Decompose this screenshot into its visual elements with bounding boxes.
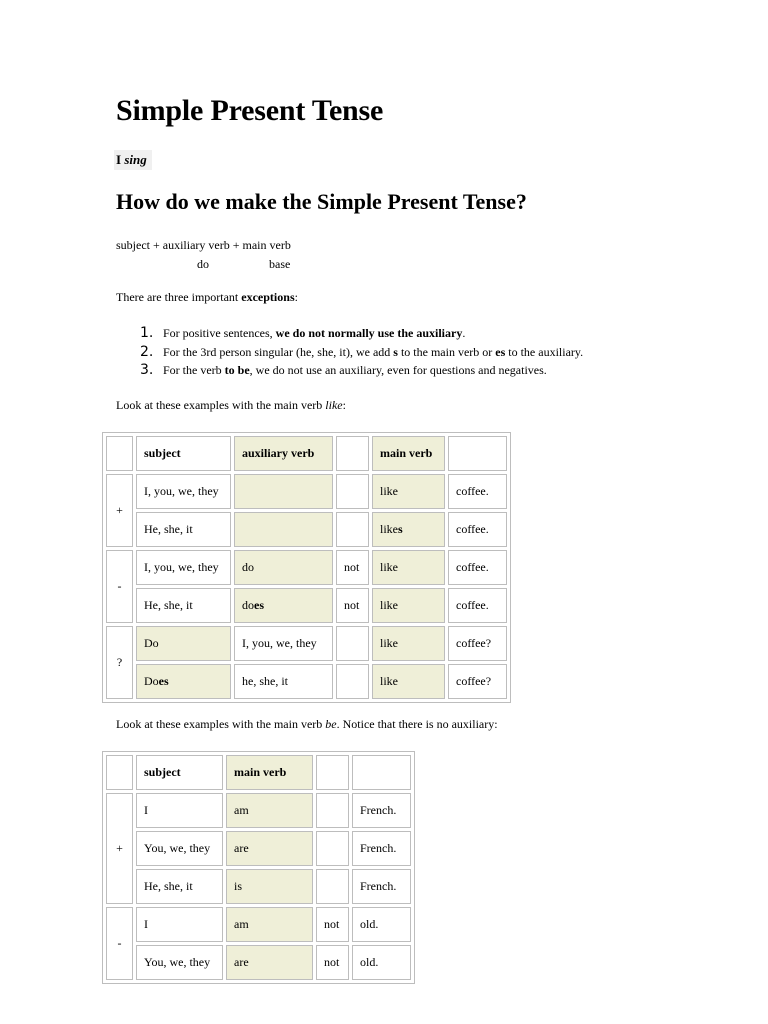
section-heading: How do we make the Simple Present Tense? [116,189,527,214]
table-row: He, she, it is French. [106,869,411,904]
table-row: Does he, she, it like coffee? [106,664,507,699]
header-auxiliary-verb: auxiliary verb [234,436,333,471]
table-row: - I am not old. [106,907,411,942]
exceptions-intro: There are three important exceptions: [116,290,298,304]
exception-item: 3. For the verb to be, we do not use an auxiliary, even for questions and negatives. [140,362,547,378]
table-row: + I am French. [106,793,411,828]
sign-negative: - [106,550,133,623]
structure-formula [116,236,291,274]
exceptions-list [140,324,583,380]
page-title: Simple Present Tense [116,94,384,127]
be-examples-table [102,751,415,984]
table-row: - I, you, we, they do not like coffee. [106,550,507,585]
example-sentence [114,150,152,170]
sign-negative: - [106,907,133,980]
table-row: + I, you, we, they like coffee. [106,474,507,509]
header-main-verb: main verb [372,436,445,471]
sign-question: ? [106,626,133,699]
sign-positive: + [106,793,133,904]
header-subject: subject [136,755,223,790]
example-verb: sing [124,152,147,167]
table-row: ? Do I, you, we, they like coffee? [106,626,507,661]
example-subject: I [116,152,122,167]
table-row: He, she, it likes coffee. [106,512,507,547]
be-intro: Look at these examples with the main verb be. Notice that there is no auxiliary: [116,717,498,731]
table-row: He, she, it does not like coffee. [106,588,507,623]
exception-item: 2. For the 3rd person singular (he, she, it), we add s to the main verb or es to the auxiliary. [140,343,584,360]
header-main-verb: main verb [226,755,313,790]
header-subject: subject [136,436,231,471]
exception-item: 1. For positive sentences, we do not normally use the auxiliary. [140,325,466,341]
formula-line: subject + auxiliary verb + main verb [116,238,291,252]
like-intro: Look at these examples with the main verb like: [116,398,346,412]
table-row: You, we, they are French. [106,831,411,866]
table-header-row [106,755,411,790]
formula-aux-note: do [197,257,209,271]
table-row: You, we, they are not old. [106,945,411,980]
sign-positive: + [106,474,133,547]
like-examples-table [102,432,511,703]
formula-main-note: base [269,257,291,271]
table-header-row [106,436,507,471]
